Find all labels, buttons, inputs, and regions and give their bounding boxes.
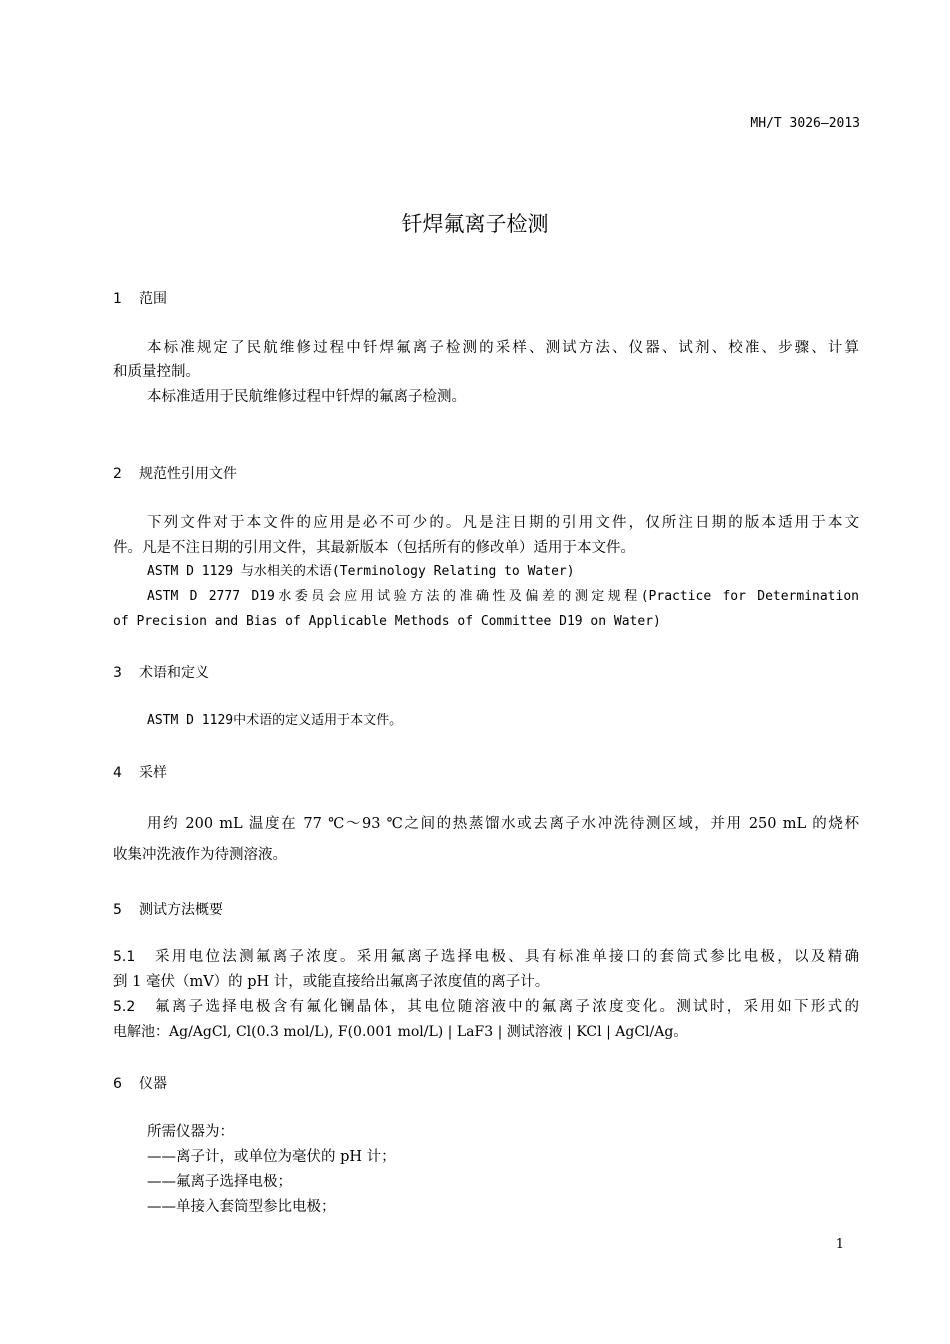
reference-astm-d1129: ASTM D 1129 与水相关的术语(Terminology Relating to Water): [147, 564, 575, 579]
clause-5-1-line-2: 到 1 毫伏（mV）的 pH 计，或能直接给出氟离子浓度值的离子计。: [113, 974, 550, 990]
clause-text: 采用电位法测氟离子浓度。采用氟离子选择电极、具有标准单接口的套筒式参比电极，以及精确: [155, 949, 859, 965]
reference-astm-d2777-line-1: ASTM D 2777 D19水委员会应用试验方法的准确性及偏差的测定规程(Practice for Determination: [147, 589, 859, 604]
document-title: 钎焊氟离子检测: [401, 212, 549, 236]
section-title: 测试方法概要: [139, 902, 223, 918]
section-5-heading: [113, 899, 223, 919]
clause-5-1-line-1: [113, 947, 859, 967]
section-4-heading: [113, 762, 167, 782]
section-number: 5: [113, 902, 122, 918]
scope-paragraph-line-1: 本标准规定了民航维修过程中钎焊氟离子检测的采样、测试方法、仪器、试剂、校准、步骤、计算: [147, 340, 859, 356]
section-2-heading: [113, 463, 237, 483]
section-6-heading: [113, 1073, 167, 1093]
section-title: 仪器: [139, 1076, 167, 1092]
section-number: 3: [113, 665, 122, 681]
clause-number: 5.2: [113, 999, 136, 1015]
sampling-paragraph-line-1: 用约 200 mL 温度在 77 ℃～93 ℃之间的热蒸馏水或去离子水冲洗待测区域，并用 250 mL 的烧杯: [147, 816, 859, 832]
standard-number: MH/T 3026—2013: [750, 116, 860, 131]
section-title: 规范性引用文件: [139, 466, 237, 482]
reference-astm-d2777-line-2: of Precision and Bias of Applicable Methods of Committee D19 on Water): [113, 614, 661, 629]
list-item: ——氟离子选择电极；: [147, 1174, 292, 1190]
references-intro-line-2: 件。凡是不注日期的引用文件，其最新版本（包括所有的修改单）适用于本文件。: [113, 540, 635, 556]
sampling-paragraph-line-2: 收集冲洗液作为待测溶液。: [113, 847, 287, 863]
section-title: 范围: [139, 291, 167, 307]
references-intro-line-1: 下列文件对于本文件的应用是必不可少的。凡是注日期的引用文件，仅所注日期的版本适用于本文: [147, 515, 859, 531]
clause-text: 氟离子选择电极含有氟化镧晶体，其电位随溶液中的氟离子浓度变化。测试时，采用如下形式的: [155, 999, 859, 1015]
list-item: ——离子计，或单位为毫伏的 pH 计；: [147, 1149, 396, 1165]
section-number: 2: [113, 466, 122, 482]
section-number: 4: [113, 765, 122, 781]
section-title: 采样: [139, 765, 167, 781]
scope-paragraph-2: 本标准适用于民航维修过程中钎焊的氟离子检测。: [147, 389, 466, 405]
apparatus-intro: 所需仪器为：: [147, 1124, 234, 1140]
clause-number: 5.1: [113, 949, 136, 965]
terms-paragraph: ASTM D 1129中术语的定义适用于本文件。: [147, 713, 403, 728]
list-item: ——单接入套筒型参比电极；: [147, 1199, 336, 1215]
scope-paragraph-line-2: 和质量控制。: [113, 364, 200, 380]
section-1-heading: [113, 288, 167, 308]
section-number: 6: [113, 1076, 122, 1092]
section-3-heading: [113, 662, 209, 682]
section-title: 术语和定义: [139, 665, 209, 681]
clause-5-2-line-2: 电解池：Ag/AgCl, Cl(0.3 mol/L), F(0.001 mol/L) | LaF3 | 测试溶液 | KCl | AgCl/Ag。: [113, 1024, 688, 1040]
page-number: 1: [835, 1237, 844, 1252]
clause-5-2-line-1: [113, 997, 859, 1017]
section-number: 1: [113, 291, 122, 307]
